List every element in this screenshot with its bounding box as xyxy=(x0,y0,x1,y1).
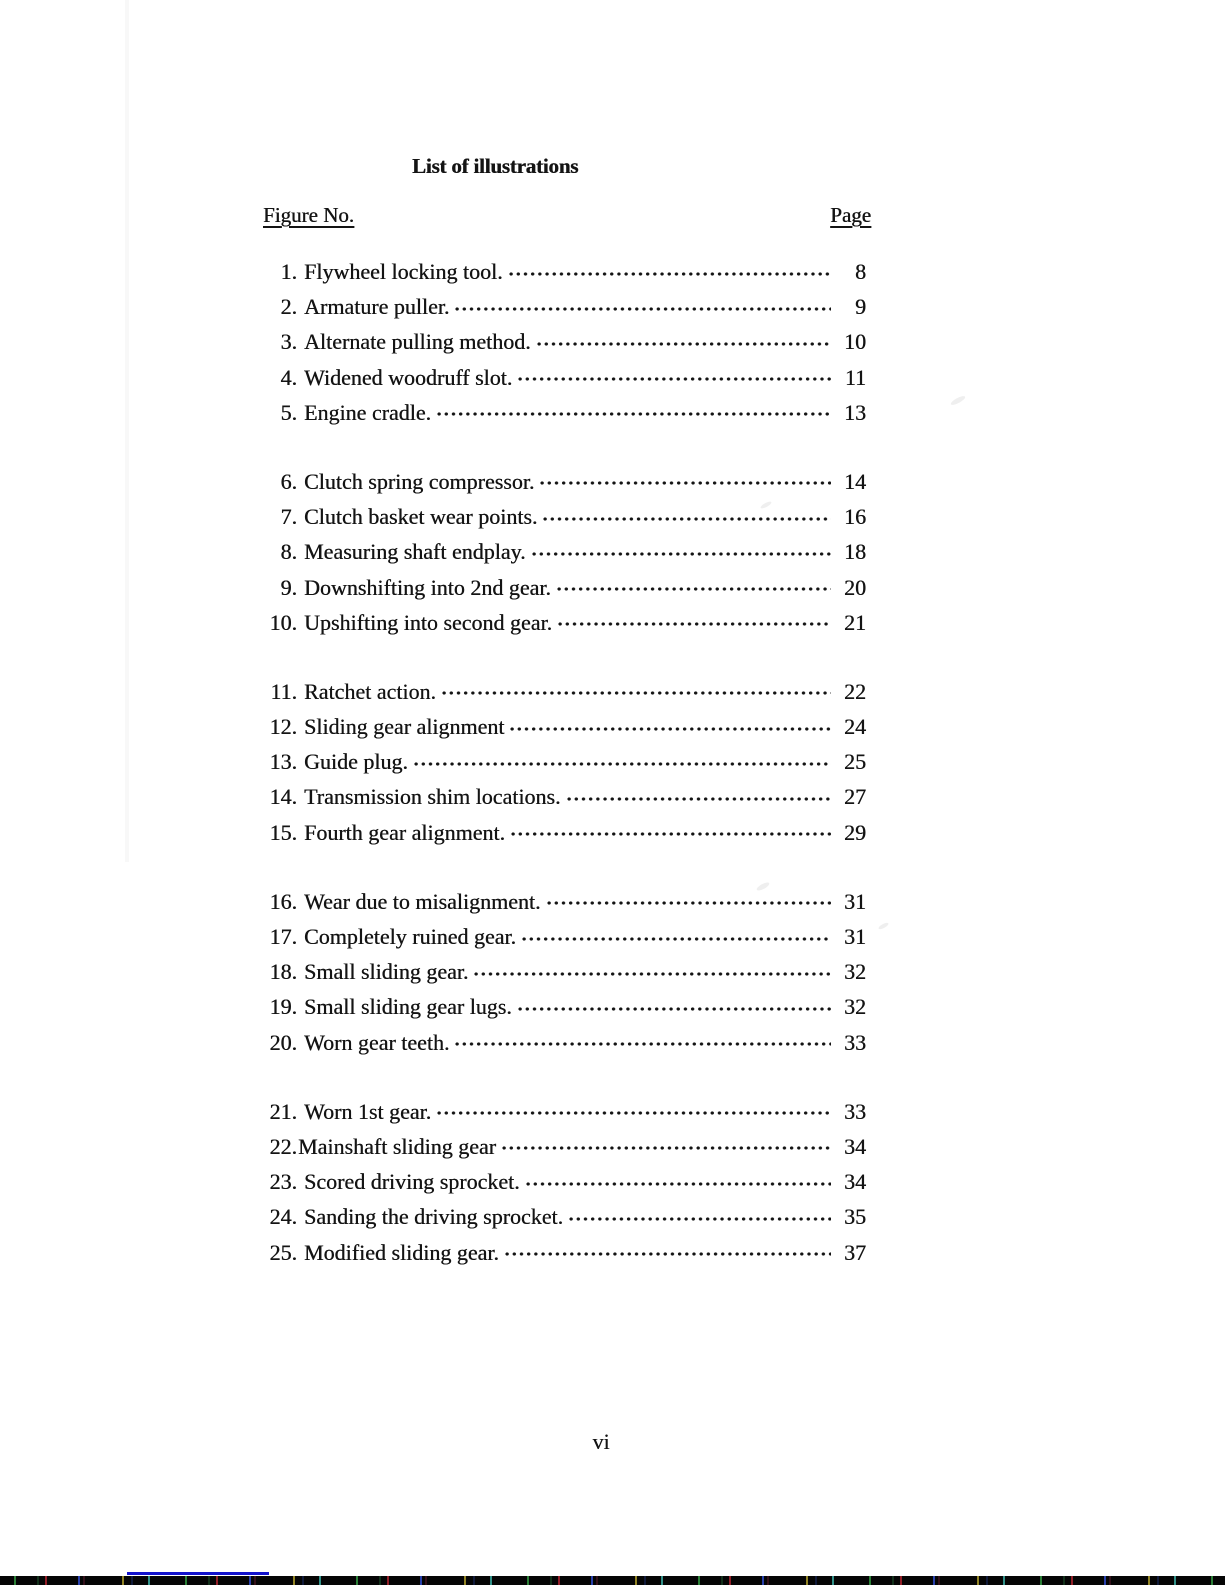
figure-number: 15. xyxy=(269,819,297,845)
list-item xyxy=(267,815,866,850)
figure-caption: Measuring shaft endplay. xyxy=(304,539,526,565)
dot-leader xyxy=(502,1129,831,1164)
figure-number: 5. xyxy=(280,399,297,425)
figure-caption: Clutch spring compressor. xyxy=(304,468,535,494)
list-item xyxy=(267,884,866,919)
figure-caption: Worn gear teeth. xyxy=(304,1029,450,1055)
dot-leader xyxy=(543,499,831,534)
page-number: 11 xyxy=(844,364,866,390)
page-number: 24 xyxy=(844,714,866,740)
list-item xyxy=(267,289,866,324)
dot-leader xyxy=(511,815,831,850)
figure-caption: Guide plug. xyxy=(304,749,408,775)
scan-smudge xyxy=(950,395,966,407)
page-number: 22 xyxy=(844,678,866,704)
figure-number: 2. xyxy=(280,294,297,320)
dot-leader xyxy=(437,1094,831,1129)
figure-number: 9. xyxy=(280,574,297,600)
dot-leader xyxy=(526,1164,831,1199)
figure-caption: Small sliding gear lugs. xyxy=(304,994,512,1020)
page-number: 33 xyxy=(844,1098,866,1124)
list-item xyxy=(267,1129,866,1164)
figure-number: 12. xyxy=(269,714,297,740)
dot-leader xyxy=(547,884,832,919)
dot-leader xyxy=(567,779,832,814)
figure-number: 16. xyxy=(269,888,297,914)
figure-number: 22. xyxy=(269,1133,297,1159)
list-item xyxy=(267,360,866,395)
page-number: 29 xyxy=(844,819,866,845)
figure-number-column-header: Figure No. xyxy=(263,203,354,227)
figure-caption: Clutch basket wear points. xyxy=(304,504,538,530)
figure-caption: Armature puller. xyxy=(304,294,450,320)
figure-caption: Downshifting into 2nd gear. xyxy=(304,574,551,600)
list-item xyxy=(267,499,866,534)
scan-artifact-blue-line xyxy=(127,1572,269,1575)
page-number: 31 xyxy=(844,888,866,914)
figure-number: 20. xyxy=(269,1029,297,1055)
list-item xyxy=(267,1199,866,1234)
figure-caption: Ratchet action. xyxy=(304,678,436,704)
figure-number: 14. xyxy=(269,784,297,810)
figure-number: 7. xyxy=(280,504,297,530)
list-item xyxy=(267,1235,866,1270)
figure-caption: Fourth gear alignment. xyxy=(304,819,506,845)
dot-leader xyxy=(557,570,831,605)
list-item xyxy=(267,954,866,989)
figure-number: 25. xyxy=(269,1239,297,1265)
page-number: 10 xyxy=(844,329,866,355)
dot-leader xyxy=(540,464,831,499)
page-number: 25 xyxy=(844,749,866,775)
list-item xyxy=(267,709,866,744)
dot-leader xyxy=(569,1199,831,1234)
figure-caption: Wear due to misalignment. xyxy=(304,888,541,914)
figure-list-group xyxy=(267,884,866,1060)
list-item xyxy=(267,989,866,1024)
figure-number: 19. xyxy=(269,994,297,1020)
figure-caption: Modified sliding gear. xyxy=(304,1239,499,1265)
dot-leader xyxy=(455,289,831,324)
figure-number: 21. xyxy=(269,1098,297,1124)
list-item xyxy=(267,254,866,289)
dot-leader xyxy=(522,919,831,954)
page-number: 20 xyxy=(844,574,866,600)
dot-leader xyxy=(510,709,831,744)
figure-list-group xyxy=(267,254,866,430)
list-item xyxy=(267,779,866,814)
page-number: 34 xyxy=(844,1169,866,1195)
list-item xyxy=(267,324,866,359)
list-item xyxy=(267,464,866,499)
figure-number: 8. xyxy=(280,539,297,565)
page-number: 32 xyxy=(844,994,866,1020)
dot-leader xyxy=(518,360,831,395)
figure-caption: Alternate pulling method. xyxy=(304,329,531,355)
dot-leader xyxy=(474,954,831,989)
page-number: 27 xyxy=(844,784,866,810)
figure-caption: Mainshaft sliding gear xyxy=(298,1133,496,1159)
list-item xyxy=(267,919,866,954)
figure-list xyxy=(267,254,866,1270)
footer-page-number: vi xyxy=(592,1429,610,1454)
page-number: 16 xyxy=(844,504,866,530)
list-item xyxy=(267,1164,866,1199)
scan-smudge xyxy=(878,922,890,931)
figure-number: 11. xyxy=(270,678,297,704)
figure-list-group xyxy=(267,674,866,850)
figure-number: 23. xyxy=(269,1169,297,1195)
list-item xyxy=(267,674,866,709)
page-number: 31 xyxy=(844,924,866,949)
figure-number: 17. xyxy=(269,924,297,949)
figure-number: 24. xyxy=(269,1204,297,1230)
dot-leader xyxy=(532,534,831,569)
figure-number: 18. xyxy=(269,959,297,985)
list-item xyxy=(267,395,866,430)
dot-leader xyxy=(455,1025,831,1060)
column-header-row xyxy=(263,203,871,228)
page-number: 9 xyxy=(855,294,866,320)
scan-artifact-vertical-line xyxy=(125,0,129,862)
list-item xyxy=(267,1025,866,1060)
dot-leader xyxy=(437,395,831,430)
dot-leader xyxy=(518,989,831,1024)
figure-caption: Sliding gear alignment xyxy=(304,714,505,740)
figure-number: 3. xyxy=(280,329,297,355)
dot-leader xyxy=(505,1235,831,1270)
figure-number: 10. xyxy=(269,609,297,635)
dot-leader xyxy=(537,324,831,359)
dot-leader xyxy=(414,744,831,779)
page-number: 14 xyxy=(844,468,866,494)
figure-caption: Transmission shim locations. xyxy=(304,784,561,810)
figure-caption: Worn 1st gear. xyxy=(304,1098,432,1124)
figure-list-group xyxy=(267,464,866,640)
page-column-header: Page xyxy=(830,203,871,227)
list-item xyxy=(267,744,866,779)
page-number: 37 xyxy=(844,1239,866,1265)
page-number: 8 xyxy=(855,259,866,284)
figure-caption: Small sliding gear. xyxy=(304,959,469,985)
figure-number: 4. xyxy=(280,364,297,390)
figure-caption: Widened woodruff slot. xyxy=(304,364,513,390)
list-item xyxy=(267,1094,866,1129)
page-number: 18 xyxy=(844,539,866,565)
figure-caption: Sanding the driving sprocket. xyxy=(304,1204,564,1230)
figure-number: 1. xyxy=(280,259,297,284)
page-number: 33 xyxy=(844,1029,866,1055)
page-number: 21 xyxy=(844,609,866,635)
list-item xyxy=(267,534,866,569)
figure-caption: Flywheel locking tool. xyxy=(304,259,503,284)
figure-caption: Upshifting into second gear. xyxy=(304,609,553,635)
figure-caption: Engine cradle. xyxy=(304,399,432,425)
figure-caption: Completely ruined gear. xyxy=(304,924,516,949)
dot-leader xyxy=(442,674,831,709)
scan-artifact-noise-strip xyxy=(0,1576,1225,1585)
list-item xyxy=(267,605,866,640)
page-title: List of illustrations xyxy=(412,154,579,179)
page-number: 32 xyxy=(844,959,866,985)
figure-caption: Scored driving sprocket. xyxy=(304,1169,520,1195)
page-number: 13 xyxy=(844,399,866,425)
figure-number: 13. xyxy=(269,749,297,775)
figure-list-group xyxy=(267,1094,866,1270)
dot-leader xyxy=(509,254,831,289)
page-number: 35 xyxy=(844,1204,866,1230)
list-item xyxy=(267,570,866,605)
dot-leader xyxy=(558,605,831,640)
figure-number: 6. xyxy=(280,468,297,494)
page-number: 34 xyxy=(844,1133,866,1159)
